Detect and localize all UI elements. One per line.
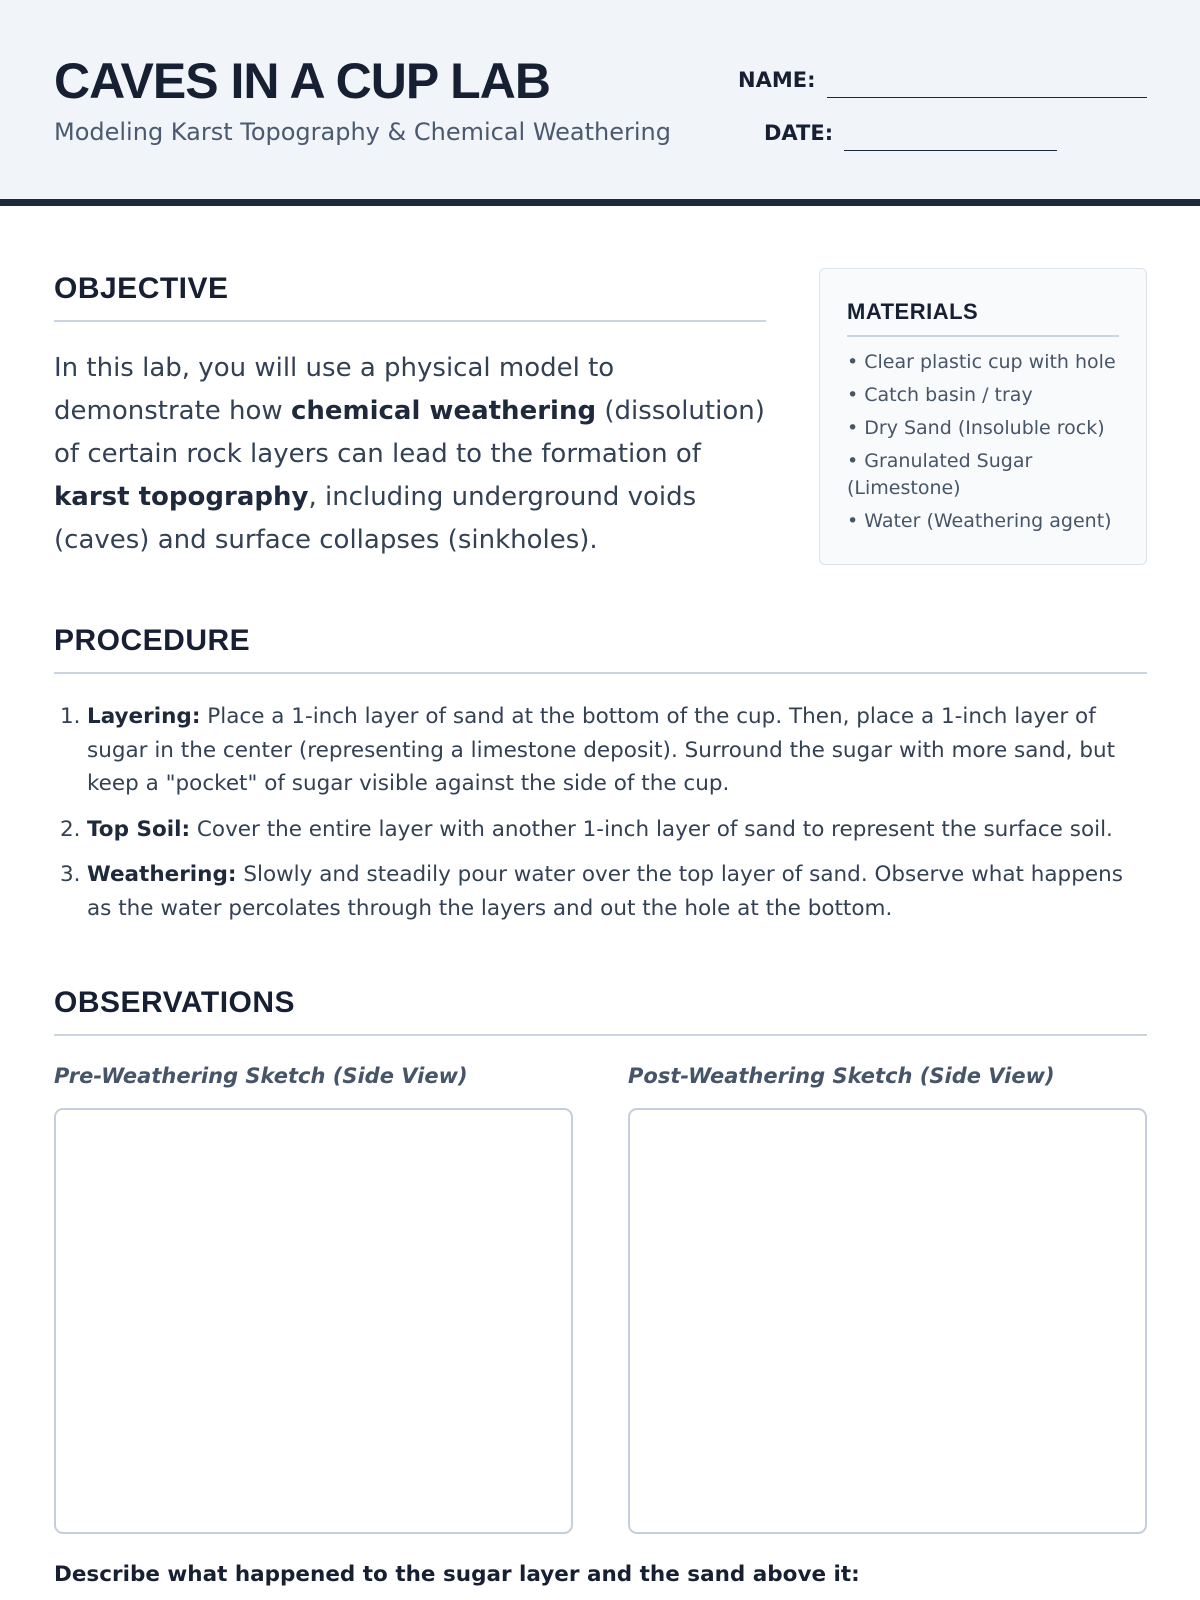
materials-item: • Water (Weathering agent) xyxy=(847,510,1112,532)
pre-weathering-label: Pre-Weathering Sketch (Side View) xyxy=(54,1064,468,1088)
procedure-heading: PROCEDURE xyxy=(54,624,251,657)
describe-prompt: Describe what happened to the sugar layer and the sand above it: xyxy=(54,1562,860,1587)
materials-list xyxy=(847,349,1137,541)
step-title: Top Soil: xyxy=(87,816,191,842)
materials-divider xyxy=(847,335,1119,337)
procedure-step xyxy=(54,813,1154,847)
materials-item: • Catch basin / tray xyxy=(847,384,1033,406)
step-text: Place a 1-inch layer of sand at the bottom of the cup. Then, place a 1-inch layer of sugar in the center (representing a limestone deposit). Surround the sugar with more sand, but keep a "pocket" of sugar visible against the side of the cup. xyxy=(87,704,1116,796)
objective-heading: OBJECTIVE xyxy=(54,272,229,305)
procedure-list xyxy=(54,700,1154,937)
step-title: Weathering: xyxy=(87,862,237,887)
procedure-step xyxy=(54,858,1154,925)
step-title: Layering: xyxy=(87,704,201,729)
post-weathering-label: Post-Weathering Sketch (Side View) xyxy=(628,1064,1055,1088)
step-number: 2. xyxy=(60,816,81,842)
step-number: 3. xyxy=(60,862,81,887)
materials-item: • Dry Sand (Insoluble rock) xyxy=(847,417,1105,439)
step-text: Cover the entire layer with another 1-inch layer of sand to represent the surface soil. xyxy=(190,816,1113,842)
procedure-step xyxy=(54,700,1154,801)
objective-text xyxy=(54,347,774,562)
observations-heading: OBSERVATIONS xyxy=(54,986,296,1019)
page-title: CAVES IN A CUP LAB xyxy=(54,53,550,109)
observations-divider xyxy=(54,1034,1147,1036)
procedure-divider xyxy=(54,672,1147,674)
objective-text-part: , including underground voids (caves) and surface collapses (sinkholes). xyxy=(54,482,697,555)
objective-divider xyxy=(54,320,766,322)
materials-item: • Granulated Sugar (Limestone) xyxy=(847,450,1033,499)
materials-box xyxy=(819,268,1147,565)
objective-text-part: (dissolution) of certain rock layers can lead to the formation of xyxy=(54,396,765,469)
date-label: DATE: xyxy=(764,121,834,145)
name-field[interactable] xyxy=(827,97,1147,98)
materials-heading: MATERIALS xyxy=(847,299,979,324)
post-weathering-sketch-area[interactable] xyxy=(628,1108,1147,1534)
pre-weathering-sketch-area[interactable] xyxy=(54,1108,573,1534)
name-label: NAME: xyxy=(738,68,816,92)
materials-item: • Clear plastic cup with hole xyxy=(847,351,1116,373)
step-text: Slowly and steadily pour water over the top layer of sand. Observe what happens as the water percolates through the layers and out the hole at the bottom. xyxy=(87,862,1123,921)
page-subtitle: Modeling Karst Topography & Chemical Weathering xyxy=(54,118,671,146)
date-field[interactable] xyxy=(844,150,1057,151)
objective-bold-chemical-weathering: chemical weathering xyxy=(290,396,597,426)
objective-text-part: In this lab, you will use a physical model to demonstrate how xyxy=(54,353,615,426)
objective-bold-karst-topography: karst topography xyxy=(54,482,309,512)
step-number: 1. xyxy=(60,704,81,729)
header xyxy=(0,0,1200,206)
